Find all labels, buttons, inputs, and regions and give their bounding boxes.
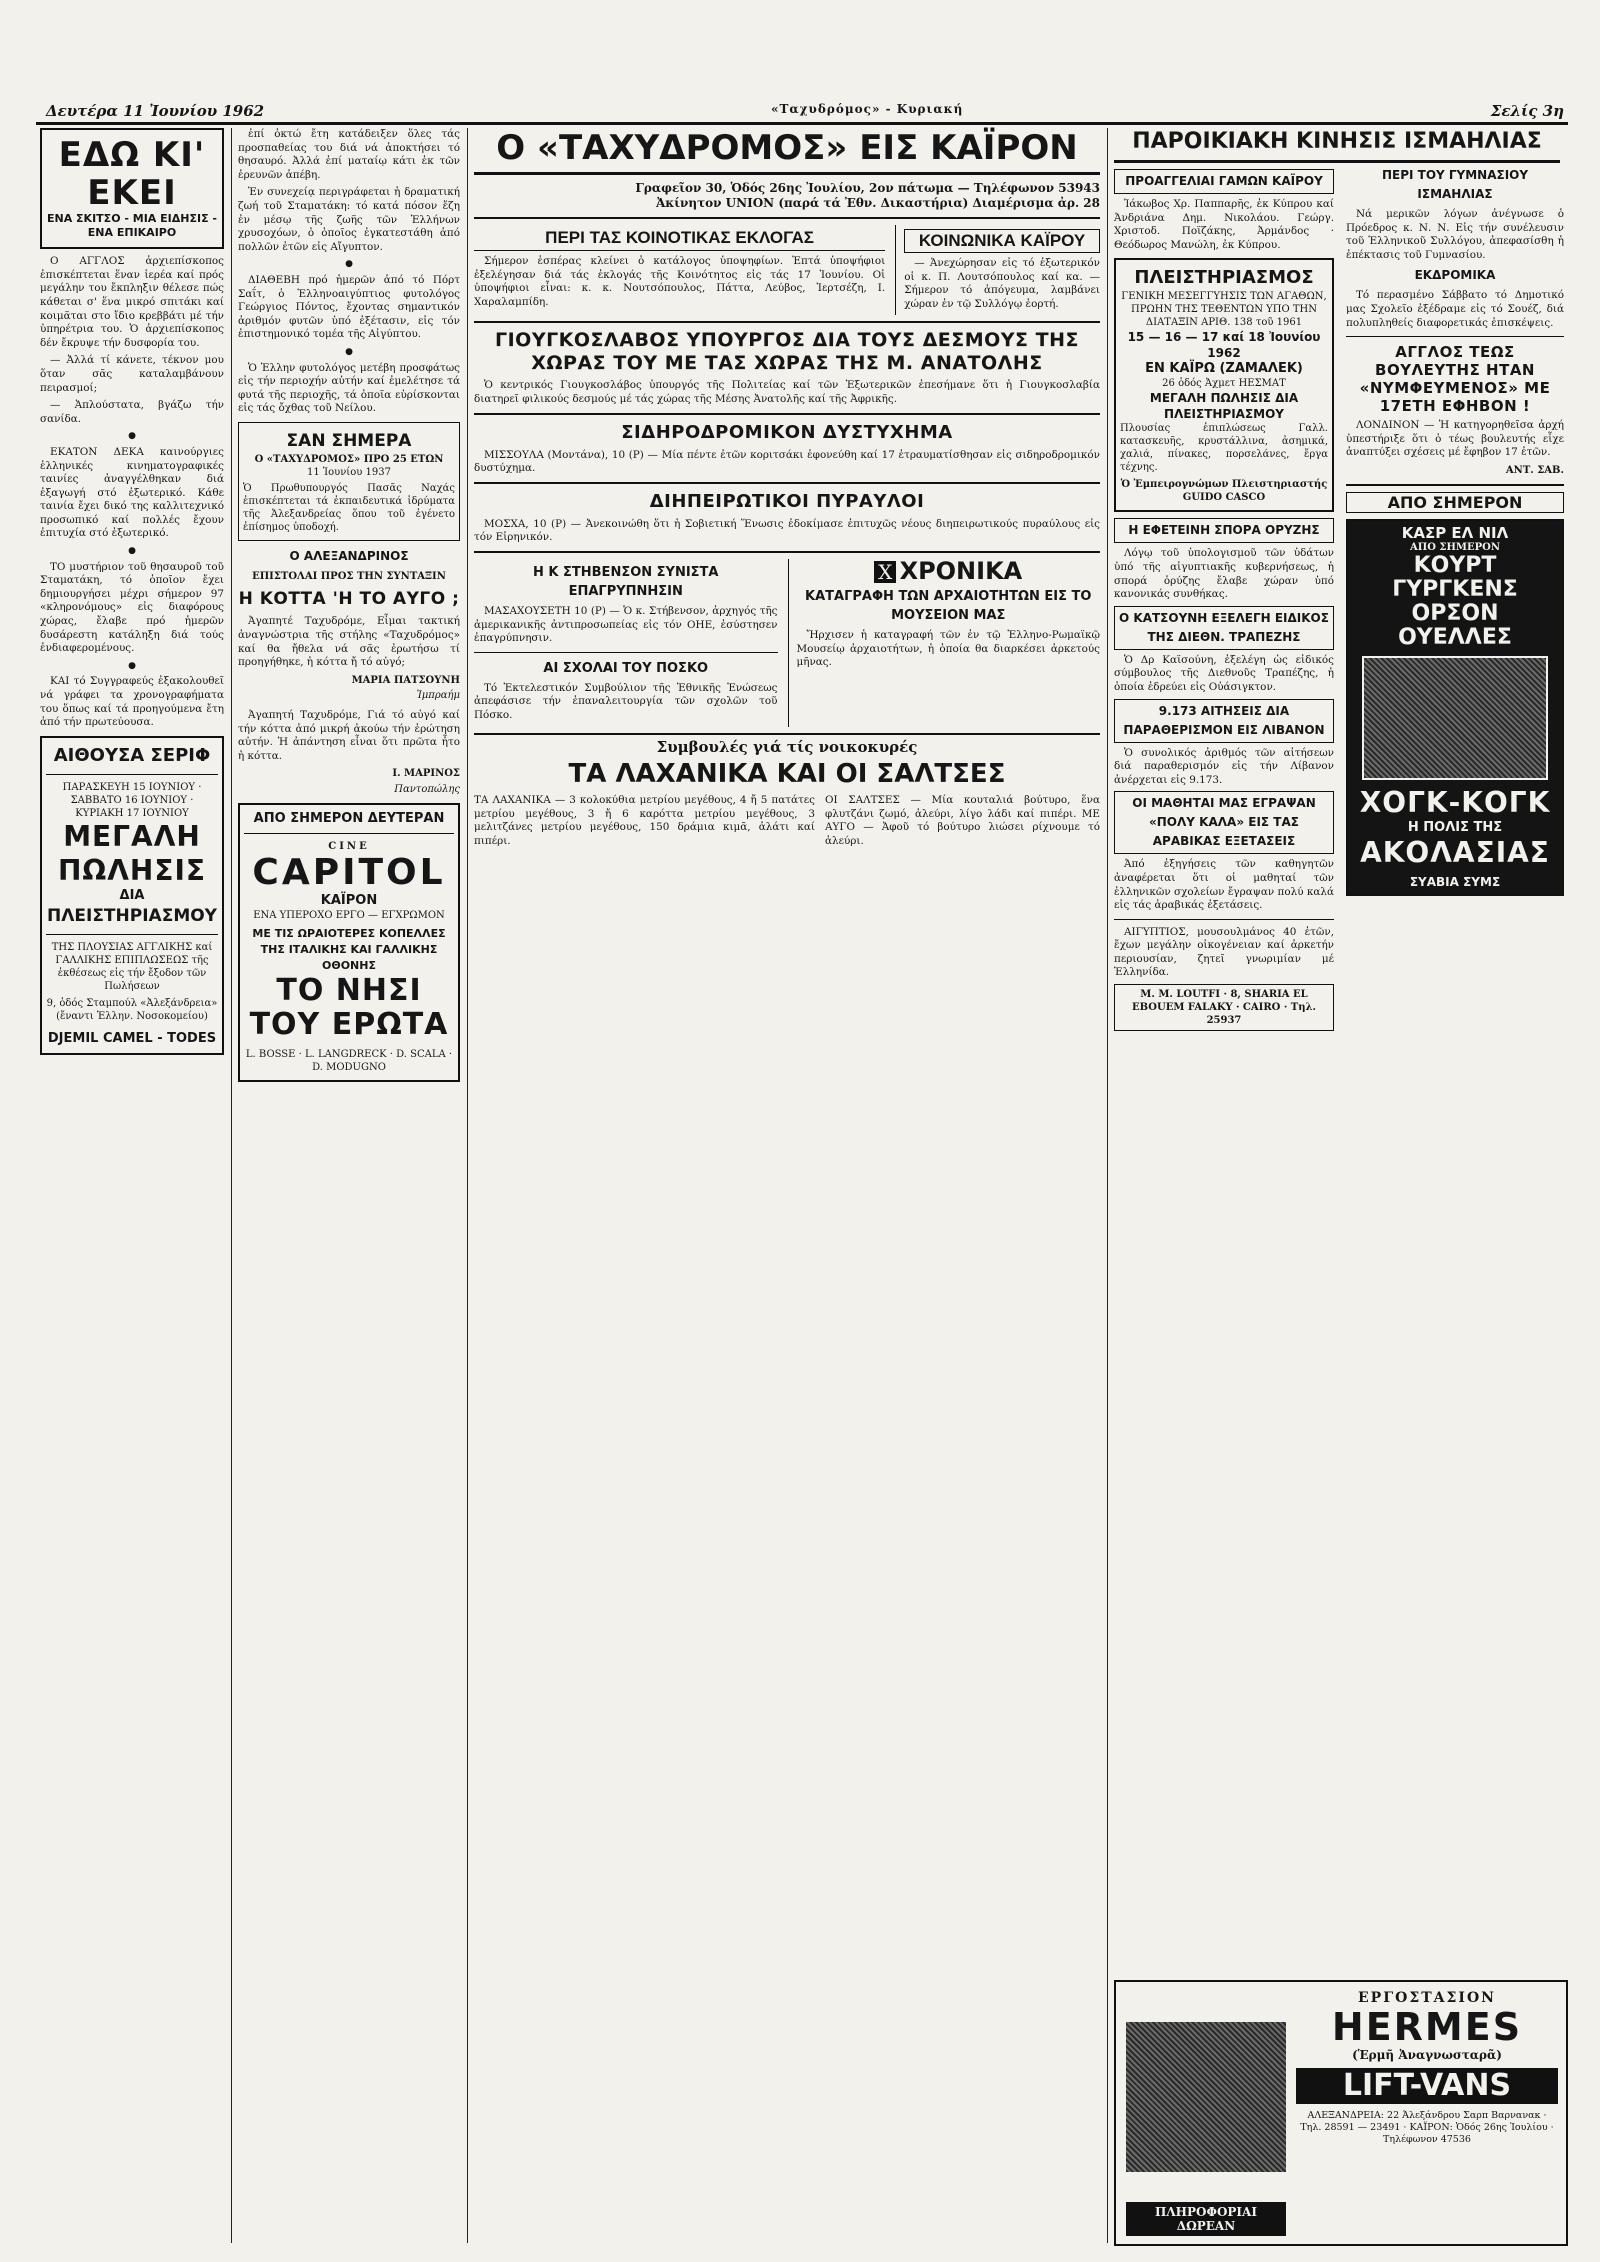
ad-cine: CINE bbox=[328, 840, 370, 852]
divider-ornament: ● bbox=[345, 259, 353, 270]
hermes-footer: ΠΛΗΡΟΦΟΡΙΑΙ ΔΩΡΕΑΝ bbox=[1126, 2202, 1286, 2236]
film-title: ΑΚΟΛΑΣΙΑΣ bbox=[1360, 836, 1550, 870]
film-actors: L. BOSSE · L. LANGDRECK · D. SCALA · D. MODUGNO bbox=[245, 1048, 453, 1073]
article-text: Τό περασμένο Σάββατο τό Δημοτικό μας Σχολεῖο ἐξέδραμε εἰς τό Σουέζ, διά πολυπληθείς διαφορετικάς ἐπισκέψεις. bbox=[1346, 289, 1564, 329]
article-headline: ΚΟΙΝΩΝΙΚΑ ΚΑΪΡΟΥ bbox=[904, 229, 1100, 253]
section-header bbox=[40, 128, 224, 249]
article-headline: ΠΕΡΙ ΤΑΣ ΚΟΙΝΟΤΙΚΑΣ ΕΚΛΟΓΑΣ bbox=[474, 229, 885, 251]
column-rule bbox=[1107, 128, 1108, 2243]
auction-address: 26 ὁδός Ἀχμετ ΗΕΣΜΑΤ bbox=[1162, 378, 1286, 390]
article-text: Ὁ κεντρικός Γιουγκοσλάβος ὑπουργός τῆς Πολιτείας καί τῶν Ἐξωτερικῶν ἐπεσήμανε ὅτι ἡ Γιουγκοσλαβία διατηρεῖ φιλικούς δεσμούς μέ τάς χώρας τῆς Μέσης Ἀνατολῆς καί τῆς Ἀφρικῆς. bbox=[474, 379, 1100, 405]
article-headline: Η ΕΦΕΤΕΙΝΗ ΣΠΟΡΑ ΟΡΥΖΗΣ bbox=[1114, 518, 1334, 543]
article-paragraph: — Ἁπλούστατα, βγάζω τήν σανίδα. bbox=[40, 399, 224, 425]
divider-ornament: ● bbox=[128, 431, 136, 442]
cinema-name: ΚΑΣΡ ΕΛ ΝΙΛ bbox=[1401, 524, 1509, 543]
tips-text: ΟΙ ΣΑΛΤΣΕΣ — Μία κουταλιά βούτυρο, ἕνα φλυτζάνι ζωμό, ἀλεύρι, λίγο λάδι καί πιπέρι. ΜΕ ΑΥΓΟ — Ἀφοῦ τό βούτυρο λιώσει ρίχνουμε τό ἀλεύρι. bbox=[824, 794, 1100, 847]
cairo-top-block bbox=[474, 225, 1100, 315]
column-subheading: ΕΠΙΣΤΟΛΑΙ ΠΡΟΣ ΤΗΝ ΣΥΝΤΑΞΙΝ bbox=[252, 570, 446, 582]
tips-block bbox=[474, 794, 1100, 852]
moving-truck-image bbox=[1126, 2022, 1286, 2172]
section-subtitle: ΕΝΑ ΣΚΙΤΣΟ - ΜΙΑ ΕΙΔΗΣΙΣ - ΕΝΑ ΕΠΙΚΑΙΡΟ bbox=[46, 212, 217, 239]
column-5 bbox=[1346, 162, 1564, 902]
auction-place: ΕΝ ΚΑΪΡΩ (ΖΑΜΑΛΕΚ) bbox=[1145, 361, 1303, 377]
ad-tagline: ΕΝΑ ΥΠΕΡΟΧΟ ΕΡΓΟ — ΕΓΧΡΩΜΟΝ bbox=[253, 909, 445, 921]
tips-text: ΤΑ ΛΑΧΑΝΙΚΑ — 3 κολοκύθια μετρίου μεγέθους, 4 ἤ 5 πατάτες μετρίου μεγέθους, 3 ἤ 6 καρόττα μετρίου μεγέθους, 3 μελιτζάνες μετρίου μεγέθους, 150 δράμια κιμᾶ, ἀλάτι καί πιπέρι. bbox=[474, 794, 815, 847]
divider-ornament: ● bbox=[128, 660, 136, 671]
article-text: Ὁ Δρ Καϊσούνη, ἐξελέγη ὡς εἰδικός σύμβουλος τῆς Διεθνοῦς Τραπέζης, ἡ ὁποία ἐδρεύει εἰς Οὐάσιγκτον. bbox=[1114, 653, 1334, 693]
article-headline: Ο ΚΑΤΣΟΥΝΗ ΕΞΕΛΕΓΗ ΕΙΔΙΚΟΣ ΤΗΣ ΔΙΕΘΝ. ΤΡΑΠΕΖΗΣ bbox=[1114, 606, 1334, 650]
box-date: 11 Ἰουνίου 1937 bbox=[307, 466, 391, 478]
cinema-advertisement bbox=[238, 803, 460, 1082]
film-subtitle: Η ΠΟΛΙΣ ΤΗΣ bbox=[1407, 820, 1503, 836]
page-number: Σελίς 3η bbox=[1490, 102, 1564, 120]
box-title: ΣΑΝ ΣΗΜΕΡΑ bbox=[286, 430, 412, 451]
article-text: Σήμερον ἑσπέρας κλείνει ὁ κατάλογος ὑποψηφίων. Ἑπτά ὑποψήφιοι ἐξελέγησαν διά τάς ἐκλογάς τῆς Κοινότητος εἰς τάς 17 Ἰουνίου. Οἱ ὑποψήφιοι εἶναι: κ. κ. Νουτσόπουλος, Πάττα, Λεύβος, Ἰερτσέζη, Ι. Χαραλαμπίδη. bbox=[474, 255, 886, 308]
column-1 bbox=[40, 128, 224, 1061]
hermes-owner: (Ἑρμῆ Ἀναγνωσταρᾶ) bbox=[1352, 2048, 1502, 2062]
article-paragraph: ΔΙΑΘΕΒΗ πρό ἡμερῶν ἀπό τό Πόρτ Σαΐτ, ὁ Ἑλληνοαιγύπτιος φυτολόγος Γεώργιος Πόντος, ἔχοντας σημαντικόν ἀριθμόν φυτῶν ὑπό ἐξέτασιν, εἰς τόν ἐπιστημονικό τομέα τῆς Αἰγύπτου. bbox=[238, 273, 460, 341]
cairo-lower-block bbox=[474, 559, 1100, 727]
column-2 bbox=[238, 128, 460, 1088]
hermes-advertisement bbox=[1114, 1980, 1568, 2246]
auction-headline: ΜΕΓΑΛΗ ΠΩΛΗΣΙΣ ΔΙΑ ΠΛΕΙΣΤΗΡΙΑΣΜΟΥ bbox=[1149, 391, 1299, 422]
article-headline: 9.173 ΑΙΤΗΣΕΙΣ ΔΙΑ ΠΑΡΑΘΕΡΙΣΜΟΝ ΕΙΣ ΛΙΒΑΝΟΝ bbox=[1114, 699, 1334, 743]
auction-title: ΠΛΕΙΣΤΗΡΙΑΣΜΟΣ bbox=[1134, 267, 1314, 289]
ad-dates: ΠΑΡΑΣΚΕΥΗ 15 ΙΟΥΝΙΟΥ · ΣΑΒΒΑΤΟ 16 ΙΟΥΝΙΟΥ · ΚΥΡΙΑΚΗ 17 ΙΟΥΝΙΟΥ bbox=[62, 781, 202, 819]
article-headline: ΓΙΟΥΓΚΟΣΛΑΒΟΣ ΥΠΟΥΡΓΟΣ ΔΙΑ ΤΟΥΣ ΔΕΣΜΟΥΣ ΤΗΣ ΧΩΡΑΣ ΤΟΥ ΜΕ ΤΑΣ ΧΩΡΑΣ ΤΗΣ Μ. ΑΝΑΤΟΛΗΣ bbox=[494, 329, 1079, 375]
article-paragraph: Ἐν συνεχείᾳ περιγράφεται ἡ δραματική ζωή τοῦ Σταματάκη: τό κατά πόσον ἔζη ἐν μέσῳ τῆς ζωῆς τῶν Ἑλλήνων χρυσοχόων, ὁ ὁποῖος ἐγκατεστάθη ἀπό πολλῶν ἐτῶν εἰς Αἴγυπτον. bbox=[238, 186, 460, 253]
cinema-name: CAPITOL bbox=[252, 851, 446, 893]
article-headline: Η Κ ΣΤΗΒΕΝΣΟΝ ΣΥΝΙΣΤΑ ΕΠΑΓΡΥΠΝΗΣΙΝ bbox=[533, 564, 719, 599]
article-text: — Ἀνεχώρησαν εἰς τό ἐξωτερικόν οἱ κ. Π. Λουτσόπουλος καί κα. — Σήμερον τό ἀπόγευμα, λαμβάνει χώραν ἐν τῷ Συλλόγῳ ἑορτή. bbox=[904, 257, 1100, 310]
masthead-rule bbox=[36, 122, 1568, 125]
classified-text: ΑΙΓΥΠΤΙΟΣ, μουσουλμάνος 40 ἐτῶν, ἔχων μεγάλην οἰκογένειαν καί ἀρκετήν περιουσίαν, ζητεῖ γνωριμίαν μέ Ἑλληνίδα. bbox=[1114, 925, 1334, 979]
film-title: ΤΟΥ ΕΡΩΤΑ bbox=[249, 1006, 449, 1042]
article-headline: ΑΓΓΛΟΣ ΤΕΩΣ ΒΟΥΛΕΥΤΗΣ ΗΤΑΝ «ΝΥΜΦΕΥΜΕΝΟΣ» ΜΕ 17ΕΤΗ ΕΦΗΒΟΝ ! bbox=[1359, 343, 1551, 416]
masthead bbox=[36, 98, 1568, 124]
article-paragraph: ΤΟ μυστήριον τοῦ θησαυροῦ τοῦ Σταματάκη, τό ὁποῖον ἔχει δημιουργήσει μέχρι σήμερον 97 «κληρονόμους» εἰς διαφόρους χώρας, ἔλαβε πρό ἡμερῶν δυσάρεστη κατάληξη διά τούς ἐνδιαφερομένους. bbox=[40, 560, 224, 655]
classified-contact: M. M. LOUTFI · 8, SHARIA EL EBOUEM FALAKY · CAIRO · Τηλ. 25937 bbox=[1114, 984, 1334, 1031]
x-logo-icon: Χ bbox=[874, 561, 896, 583]
hermes-name: HERMES bbox=[1331, 2005, 1523, 2049]
auction-text: Πλουσίας ἐπιπλώσεως Γαλλ. κατασκευῆς, κρυστάλλινα, ἀσημικά, χαλιά, πίνακες, πορσελάνες, ἔργα τέχνης. bbox=[1120, 423, 1328, 474]
letter-place: Παντοπώλης bbox=[394, 784, 460, 795]
article-headline: ΠΕΡΙ ΤΟΥ ΓΥΜΝΑΣΙΟΥ ΙΣΜΑΗΛΙΑΣ bbox=[1381, 168, 1529, 201]
column-rule bbox=[231, 128, 232, 2243]
letter-text: Ἀγαπητή Ταχυδρόμε, Γιά τό αὐγό καί τήν κόττα ἀπό μικρή ἀκούω τήν ἐρώτηση αὐτήν. Ἡ ἀπάντηση εἶναι ὅτι πρῶτα ἦτο ἡ κόττα. bbox=[238, 709, 460, 762]
article-headline: ΔΙΗΠΕΙΡΩΤΙΚΟΙ ΠΥΡΑΥΛΟΙ bbox=[649, 490, 925, 512]
ismailia-banner: ΠΑΡΟΙΚΙΑΚΗ ΚΙΝΗΣΙΣ ΙΣΜΑΗΛΙΑΣ bbox=[1114, 128, 1560, 163]
article-signature: ΑΝΤ. ΣΑΒ. bbox=[1505, 464, 1564, 476]
article-headline: ΣΙΔΗΡΟΔΡΟΜΙΚΟΝ ΔΥΣΤΥΧΗΜΑ bbox=[621, 421, 953, 443]
article-text: ΛΟΝΔΙΝΟΝ — Ἡ κατηγορηθεῖσα ἀρχή ὑπεστήριξε ὅτι ὁ τέως βουλευτής εἶχε ἀναπτύξει σχέσεις μέ ἔφηβον 17 ἐτῶν. bbox=[1346, 419, 1564, 459]
letter-signature: ΜΑΡΙΑ ΠΑΤΣΟΥΝΗ bbox=[351, 674, 460, 686]
film-label: ΑΠΟ ΣΗΜΕΡΟΝ bbox=[1410, 542, 1500, 554]
film-title: ΧΟΓΚ-ΚΟΓΚ bbox=[1359, 786, 1551, 820]
article-text: Ἰάκωβος Χρ. Παππαρῆς, ἐκ Κύπρου καί Ἀνδριάνα Δημ. Νικολάου. Γεώργ. Χριστοδ. Ποϊζάκης, Ἀρμάνδος · Θεόδωρος Μανώλη, ἐκ Κύπρου. bbox=[1114, 198, 1334, 251]
hermes-info: ΑΛΕΞΑΝΔΡΕΙΑ: 22 Ἀλεξάνδρου Σαρπ Βαρνανακ · Τηλ. 28591 — 23491 · ΚΑΪΡΟΝ: Ὁδός 26ης Ἰουλίου · Τηλέφωνον 47536 bbox=[1300, 2110, 1554, 2145]
film-title: ΤΟ ΝΗΣΙ bbox=[276, 972, 422, 1008]
column-heading: Ο ΑΛΕΞΑΝΔΡΙΝΟΣ bbox=[289, 548, 409, 563]
ad-headline: ΠΛΕΙΣΤΗΡΙΑΣΜΟΥ bbox=[47, 905, 217, 926]
film-photo bbox=[1362, 656, 1548, 780]
article-paragraph: Ὁ Ἑλλην φυτολόγος μετέβη προσφάτως εἰς τήν περιοχήν αὐτήν καί ἐμελέτησε τά φυτά τῆς περιοχῆς, τά ὁποῖα εὑρίσκονται εἰς τάς ὄχθας τοῦ Νείλου. bbox=[238, 361, 460, 415]
article-text: Ἀπό ἐξηγήσεις τῶν καθηγητῶν ἀναφέρεται ὅτι οἱ μαθηταί τῶν ἑλληνικῶν σχολείων ἔγραψαν πολύ καλά εἰς τάς ἀραβικάς ἐξετάσεις. bbox=[1114, 858, 1334, 912]
tips-heading: Συμβουλές γιά τίς νοικοκυρές bbox=[656, 737, 918, 756]
tips-title: ΤΑ ΛΑΧΑΝΙΚΑ ΚΑΙ ΟΙ ΣΑΛΤΣΕΣ bbox=[568, 759, 1006, 790]
ad-footer: DJEMIL CAMEL - TODES bbox=[47, 1030, 217, 1046]
ad-address: 9, ὁδός Σταμπούλ «Ἀλεξάνδρεια» (ἔναντι Ἑλλην. Νοσοκομείου) bbox=[46, 997, 218, 1022]
office-line: Ἀκίνητον UNION (παρά τά Ἐθν. Δικαστήρια) Διαμέρισμα ἀρ. 28 bbox=[655, 196, 1100, 210]
article-headline: ΟΙ ΜΑΘΗΤΑΙ ΜΑΣ ΕΓΡΑΨΑΝ «ΠΟΛΥ ΚΑΛΑ» ΕΙΣ ΤΑΣ ΑΡΑΒΙΚΑΣ ΕΞΕΤΑΣΕΙΣ bbox=[1114, 791, 1334, 854]
article-text: ΜΟΣΧΑ, 10 (Ρ) — Ἀνεκοινώθη ὅτι ἡ Σοβιετική Ἕνωσις ἐδοκίμασε ἐπιτυχῶς νέους διηπειρωτικούς πυραύλους εἰς τόν Εἰρηνικόν. bbox=[474, 517, 1100, 544]
article-text: Λόγῳ τοῦ ὑπολογισμοῦ τῶν ὑδάτων ὑπό τῆς αἰγυπτιακῆς κυβερνήσεως, ἡ σπορά ὀρύζης ἔλαβε χώραν ὑπό κανονικάς συνθήκας. bbox=[1114, 547, 1334, 601]
letter-text: Ἀγαπητέ Ταχυδρόμε, Εἶμαι τακτική ἀναγνώστρια τῆς στήλης «Ταχυδρόμος» καί θα ἤθελα νά σᾶς ἐρωτήσω τί προηγήθηκε, ἡ κόττα ἤ τό αὐγό; bbox=[238, 615, 460, 669]
chronika-logo bbox=[797, 557, 1101, 586]
office-line: Γραφεῖον 30, Ὁδός 26ης Ἰουλίου, 2ον πάτωμα — Τηλέφωνον 53943 bbox=[635, 181, 1100, 195]
column-rule bbox=[467, 128, 468, 2243]
auction-dates: 15 — 16 — 17 καί 18 Ἰουνίου 1962 bbox=[1127, 330, 1321, 361]
divider-ornament: ● bbox=[128, 546, 136, 557]
anniversary-box bbox=[238, 422, 460, 541]
article-paragraph: ἐπί ὀκτώ ἔτη κατάδειξεν ὅλες τάς προσπαθείας του διά νά ἀποκτήσει τό θησαυρό. Ἀλλά ἐπί ματαίῳ κάτι ἐκ τῶν ἐρευνῶν ἀπέβη. bbox=[238, 128, 460, 181]
article-text: Ὁ συνολικός ἀριθμός τῶν αἰτήσεων διά παραθερισμόν εἰς τήν Λίβανον ἀνέρχεται εἰς 9.173. bbox=[1114, 746, 1334, 786]
auction-notice bbox=[1114, 258, 1334, 512]
ad-cast-line: ΜΕ ΤΙΣ ΩΡΑΙΟΤΕΡΕΣ ΚΟΠΕΛΛΕΣ ΤΗΣ ΙΤΑΛΙΚΗΣ ΚΑΙ ΓΑΛΛΙΚΗΣ ΟΘΟΝΗΣ bbox=[252, 926, 446, 972]
hermes-liftvans: LIFT-VANS bbox=[1296, 2068, 1558, 2104]
article-paragraph: ΚΑΙ τό Συγγραφεύς ἐξακολουθεῖ νά γράφει τα χρονογραφήματα του ὅπως καί τά προηγούμενα ἔτη ἀπό τήν πρωτεύουσα. bbox=[40, 675, 224, 729]
divider-ornament: ● bbox=[345, 346, 353, 357]
box-subtitle: Ο «ΤΑΧΥΔΡΟΜΟΣ» ΠΡΟ 25 ΕΤΩΝ bbox=[254, 453, 444, 465]
cairo-banner: Ο «ΤΑΧΥΔΡΟΜΟΣ» ΕΙΣ ΚΑΪΡΟΝ bbox=[474, 128, 1100, 175]
auction-subtitle: ΓΕΝΙΚΗ ΜΕΣΕΓΓΥΗΣΙΣ ΤΩΝ ΑΓΑΘΩΝ, ΠΡΩΗΝ ΤΗΣ ΤΕΘΕΝΤΩΝ ΥΠΟ ΤΗΝ ΔΙΑΤΑΞΙΝ ΑΡΙΘ. 138 τοῦ 1961 bbox=[1121, 291, 1327, 329]
paper-name: «Ταχυδρόμος» - Κυριακή bbox=[771, 102, 964, 116]
article-text: Τό Ἐκτελεστικόν Συμβούλιον τῆς Ἐθνικῆς Ἑνώσεως ἀπεφάσισε τήν ἐπαναλειτουργία τῶν σχολῶν τοῦ Πόσκο. bbox=[474, 681, 778, 721]
letter-signature: Ι. ΜΑΡΙΝΟΣ bbox=[392, 768, 460, 780]
ad-headline: ΔΙΑ bbox=[119, 887, 145, 903]
article-text: Ἤρχισεν ἡ καταγραφή τῶν ἐν τῷ Ἑλληνο-Ρωμαϊκῷ Μουσείῳ ἀρχαιοτήτων, ἡ ὁποία θα διαρκέσει ἀρκετούς μῆνας. bbox=[796, 628, 1100, 669]
article-headline: ΕΚΔΡΟΜΙΚΑ bbox=[1414, 268, 1496, 283]
hermes-top: ΕΡΓΟΣΤΑΣΙΟΝ bbox=[1358, 1990, 1496, 2006]
chronika-title: ΧΡΟΝΙΚΑ bbox=[899, 557, 1023, 586]
ad-headline: ΠΩΛΗΣΙΣ bbox=[57, 853, 206, 887]
cinema-today-label: ΑΠΟ ΣΗΜΕΡΟΝ bbox=[1346, 492, 1564, 514]
actor-name: ΟΡΣΟΝ ΟΥΕΛΛΕΣ bbox=[1398, 601, 1512, 651]
film-footer: ΣΥΑΒΙΑ ΣΥΜΣ bbox=[1409, 875, 1501, 890]
auction-advertisement bbox=[40, 736, 224, 1055]
article-headline: ΠΡΟΑΓΓΕΛΙΑΙ ΓΑΜΩΝ ΚΑΪΡΟΥ bbox=[1114, 169, 1334, 194]
issue-date: Δευτέρα 11 Ἰουνίου 1962 bbox=[46, 102, 265, 120]
ad-top-line: ΑΠΟ ΣΗΜΕΡΟΝ ΔΕΥΤΕΡΑΝ bbox=[253, 810, 445, 826]
article-text: ΜΑΣΑΧΟΥΣΕΤΗ 10 (Ρ) — Ὁ κ. Στήβενσον, ἀρχηγός τῆς ἀμερικανικῆς ἀντιπροσωπείας εἰς τόν ΟΗΕ, ἐσύστησεν ἐπαγρύπνησιν. bbox=[474, 604, 778, 645]
box-text: Ὁ Πρωθυπουργός Πασᾶς Ναχάς ἐπισκέπτεται τά ἐκπαιδευτικά ἱδρύματα τῆς Ἀλεξανδρείας ὅπου τοῦ ἐγένετο ἐπίσημος ὑποδοχή. bbox=[243, 482, 455, 533]
article-paragraph: — Ἀλλά τί κάνετε, τέκνον μου ὅταν σᾶς καταλαμβάνουν πειρασμοί; bbox=[40, 354, 224, 394]
ad-headline: ΜΕΓΑΛΗ bbox=[63, 819, 201, 853]
ad-description: ΤΗΣ ΠΛΟΥΣΙΑΣ ΑΓΓΛΙΚΗΣ καί ΓΑΛΛΙΚΗΣ ΕΠΙΠΛΩΣΕΩΣ τῆς ἐκθέσεως εἰς τήν ἔξοδον τῶν Πωλήσεων bbox=[51, 941, 213, 992]
cinema-advertisement bbox=[1346, 519, 1564, 896]
letter-headline: Η ΚΟΤΤΑ 'Η ΤΟ ΑΥΓΟ ; bbox=[238, 589, 460, 610]
auction-signature: Ὁ Ἐμπειρογνώμων Πλειστηριαστής GUIDO CASCO bbox=[1120, 479, 1328, 504]
cinema-city: ΚΑΪΡΟΝ bbox=[320, 892, 378, 908]
column-3-cairo bbox=[474, 128, 1100, 852]
article-text: Νά μερικῶν λόγων ἀνέγνωσε ὁ Πρόεδρος κ. Ν. Ν. Εἰς τήν συνέλευσιν τοῦ Ἑλληνικοῦ Συλλόγου, ἀπεφασίσθη ἡ ἐπέκτασις τοῦ Γυμνασίου. bbox=[1346, 208, 1564, 261]
article-text: ΜΙΣΣΟΥΛΑ (Μοντάνα), 10 (Ρ) — Μία πέντε ἐτῶν κοριτσάκι ἐφονεύθη καί 17 ἐτραυματίσθησαν εἰς σιδηροδρομικόν δυστύχημα. bbox=[474, 448, 1100, 475]
article-paragraph: ΕΚΑΤΟΝ ΔΕΚΑ καινούργιες ἑλληνικές κινηματογραφικές ταινίες ἀναγγέλθηκαν διά ἐξαγωγή στό ἐξωτερικό. Κάθε ταινία ἔχει δικό της καλλιτεχνικό προσωπικό καί πολλές ἔχουν ἐπιτυχία στό ἐξωτερικό. bbox=[40, 445, 224, 540]
actor-name: ΚΟΥΡΤ ΓΥΡΓΚΕΝΣ bbox=[1392, 553, 1518, 603]
article-headline: ΚΑΤΑΓΡΑΦΗ ΤΩΝ ΑΡΧΑΙΟΤΗΤΩΝ ΕΙΣ ΤΟ ΜΟΥΣΕΙΟΝ ΜΑΣ bbox=[805, 588, 1092, 623]
letter-place: Ἰμπραήμ bbox=[416, 690, 460, 702]
article-headline: ΑΙ ΣΧΟΛΑΙ ΤΟΥ ΠΟΣΚΟ bbox=[543, 660, 709, 676]
section-title: ΕΔΩ ΚΙ' ΕΚΕΙ bbox=[58, 135, 206, 213]
article-paragraph: Ο ΑΓΓΛΟΣ ἀρχιεπίσκοπος ἐπισκέπτεται ἕναν ἱερέα καί πρός μεγάλην του ἔκπληξιν θέλεσε πώς κάθεται σ' ἕνα μικρό σπιτάκι καί κοιμᾶται στο ἴδιο κρεββάτι μέ τήν ὑπηρέτρια του. Ὁ ἀρχιεπίσκοπος δέν ἔκρυψε τήν δυσφορία του. bbox=[40, 255, 224, 349]
ad-venue: ΑΙΘΟΥΣΑ ΣΕΡΙΦ bbox=[53, 744, 211, 766]
